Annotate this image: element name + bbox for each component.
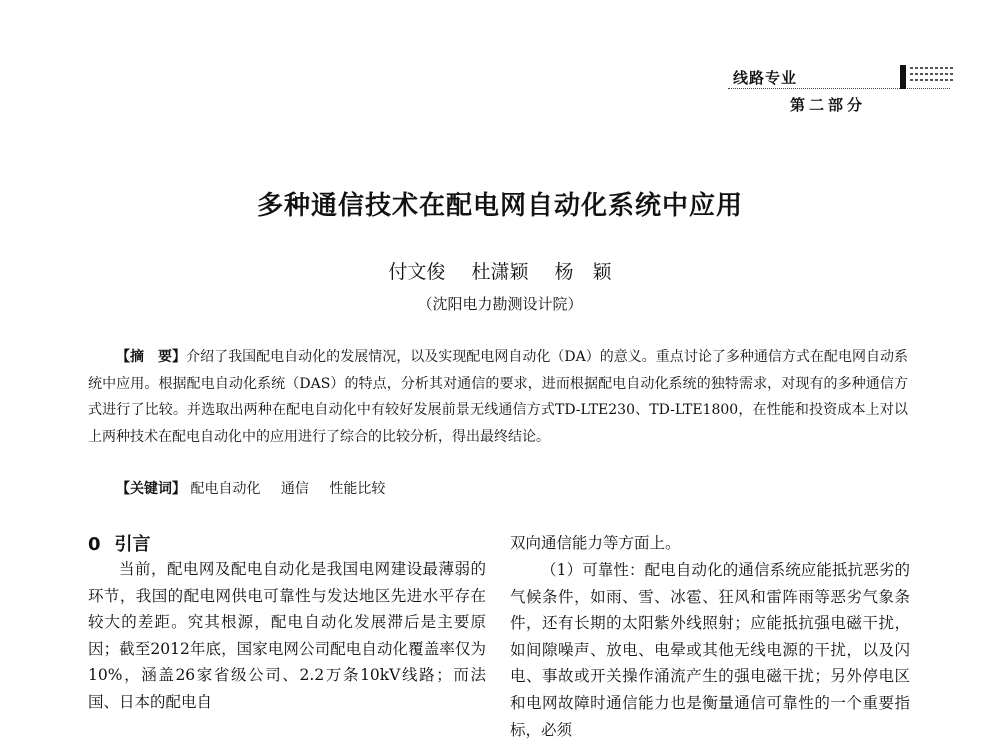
keyword: 配电自动化 [190,481,261,497]
author-name: 付文俊 [388,261,446,283]
left-column-paragraph: 当前，配电网及配电自动化是我国电网建设最薄弱的环节，我国的配电网供电可靠性与发达地区先进水平存在较大的差距。究其根源，配电自动化发展滞后是主要原因；截至2012年底，国家电网公司配电自动化覆盖率仅为10%，涵盖26家省级公司、2.2万条10kV线路；而法国、日本的配电自 [88,560,486,711]
abstract-text: 介绍了我国配电自动化的发展情况，以及实现配电网自动化（DA）的意义。重点讨论了多种通信方式在配电网自动系统中应用。根据配电自动化系统（DAS）的特点，分析其对通信的要求，进而根据配电自动化系统的独特需求，对现有的多种通信方式进行了比较。并选取出两种在配电自动化中有较好发展前景无线通信方式TD-LTE230、TD-LTE1800，在性能和投资成本上对以上两种技术在配电自动化中的应用进行了综合的比较分析，得出最终结论。 [88,349,908,445]
keyword: 通信 [280,481,309,497]
author-name: 杨 颖 [554,261,612,283]
section-title: 引言 [114,534,151,555]
section-heading [88,530,151,556]
header-lines-decoration [910,67,954,87]
section-label: 线路专业 [733,69,798,87]
keyword: 性能比较 [329,481,386,497]
header-divider [728,88,950,89]
author-affiliation: （沈阳电力勘测设计院） [417,295,583,313]
keywords-label: 【关键词】 [116,481,186,497]
article-title: 多种通信技术在配电网自动化系统中应用 [256,191,743,221]
author-list [0,257,1000,284]
header-block-icon [900,65,906,89]
abstract-label: 【摘 要】 [116,349,187,365]
right-column-paragraph: （1）可靠性：配电自动化的通信系统应能抵抗恶劣的气候条件，如雨、雪、冰雹、狂风和雷阵雨等恶劣气象条件，还有长期的太阳紫外线照射；应能抵抗强电磁干扰，如间隙噪声、放电、电晕或其他无线电源的干扰，以及闪电、事故或开关操作涌流产生的强电磁干扰；另外停电区和电网故障时通信能力也是衡量通信可靠性的一个重要指标，必须 [510,561,910,739]
abstract [88,344,908,450]
part-label: 第二部分 [790,96,867,114]
right-column-continuation: 双向通信能力等方面上。 [510,534,681,552]
section-number: 0 [88,534,101,555]
author-name: 杜潇颖 [471,261,529,283]
keywords [116,477,401,501]
